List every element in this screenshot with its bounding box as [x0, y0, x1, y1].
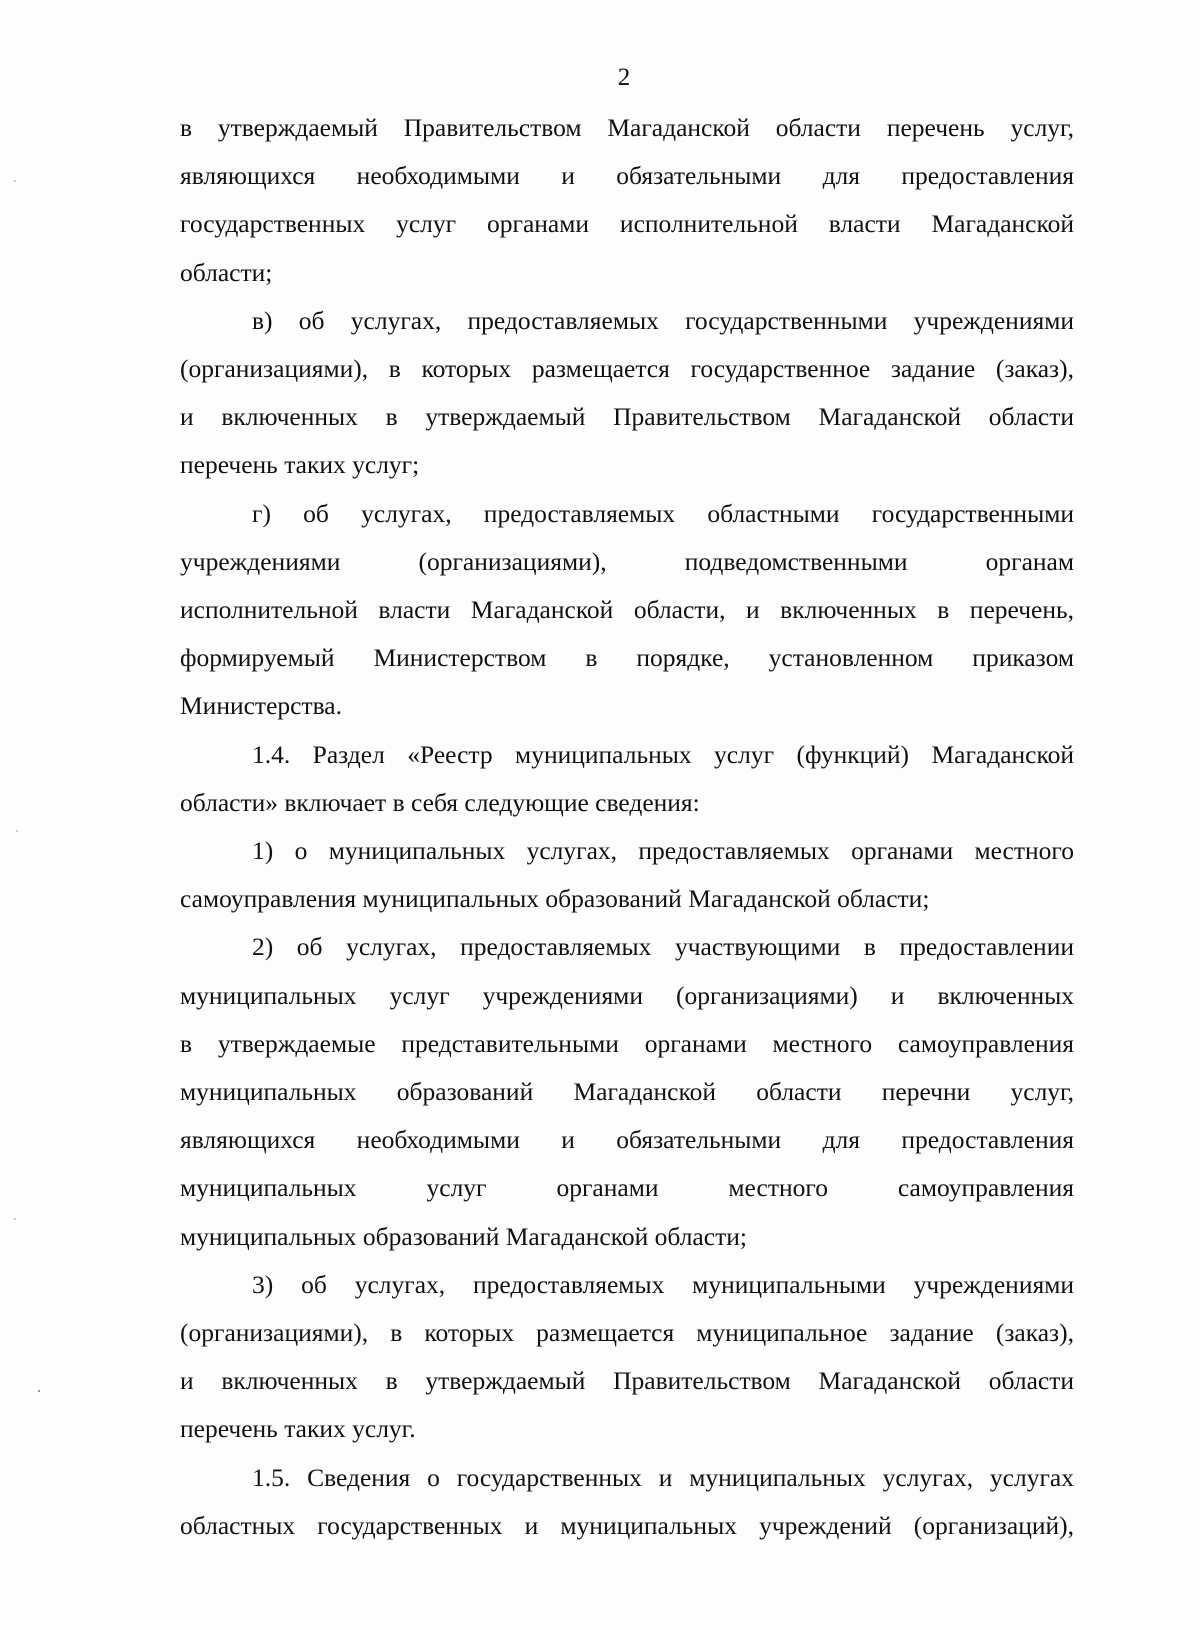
text-line: (организациями), в которых размещается государственное задание (заказ),: [180, 354, 1074, 384]
text-line: г) об услугах, предоставляемых областными государственными: [252, 498, 1074, 528]
text-line: исполнительной власти Магаданской области, и включенных в перечень,: [180, 595, 1074, 625]
text-line: учреждениями (организациями), подведомственными органам: [180, 546, 1074, 576]
text-line: 1.5. Сведения о государственных и муниципальных услугах, услугах: [252, 1462, 1074, 1492]
text-line: области;: [180, 257, 273, 287]
text-line: муниципальных услуг органами местного самоуправления: [180, 1173, 1074, 1203]
text-line: муниципальных образований Магаданской области;: [180, 1221, 747, 1251]
text-line: в) об услугах, предоставляемых государственными учреждениями: [252, 305, 1074, 335]
text-line: государственных услуг органами исполнительной власти Магаданской: [180, 209, 1074, 239]
text-line: муниципальных услуг учреждениями (организациями) и включенных: [180, 980, 1074, 1010]
page-number: 2: [617, 64, 631, 91]
scan-speck: [38, 1390, 40, 1392]
text-line: (организациями), в которых размещается муниципальное задание (заказ),: [180, 1318, 1074, 1348]
text-line: областных государственных и муниципальных учреждений (организаций),: [180, 1510, 1074, 1540]
scan-speck: [14, 1218, 16, 1220]
text-line: перечень таких услуг.: [180, 1414, 416, 1444]
text-line: 1.4. Раздел «Реестр муниципальных услуг (функций) Магаданской: [252, 739, 1074, 769]
text-line: 2) об услугах, предоставляемых участвующими в предоставлении: [252, 932, 1074, 962]
text-line: и включенных в утверждаемый Правительством Магаданской области: [180, 402, 1074, 432]
text-line: перечень таких услуг;: [180, 450, 420, 480]
text-line: Министерства.: [180, 691, 343, 721]
text-line: области» включает в себя следующие сведения:: [180, 787, 700, 817]
text-line: являющихся необходимыми и обязательными для предоставления: [180, 1125, 1074, 1155]
text-line: в утверждаемые представительными органами местного самоуправления: [180, 1028, 1074, 1058]
text-line: являющихся необходимыми и обязательными для предоставления: [180, 161, 1074, 191]
scan-speck: [16, 830, 18, 832]
text-line: формируемый Министерством в порядке, установленном приказом: [180, 643, 1074, 673]
text-line: и включенных в утверждаемый Правительством Магаданской области: [180, 1366, 1074, 1396]
text-line: 1) о муниципальных услугах, предоставляемых органами местного: [252, 836, 1074, 866]
text-line: муниципальных образований Магаданской области перечни услуг,: [180, 1077, 1074, 1107]
text-line: в утверждаемый Правительством Магаданской области перечень услуг,: [180, 113, 1074, 142]
scan-speck: [14, 180, 16, 182]
text-line: самоуправления муниципальных образований Магаданской области;: [180, 884, 930, 914]
text-line: 3) об услугах, предоставляемых муниципальными учреждениями: [252, 1269, 1074, 1299]
document-body: [180, 104, 1074, 1550]
